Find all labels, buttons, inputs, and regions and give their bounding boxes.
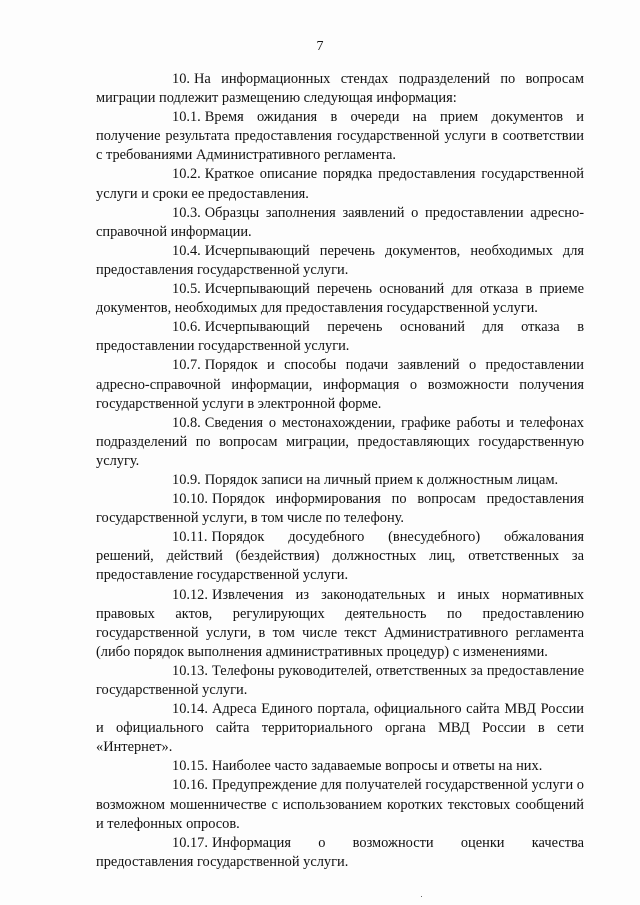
paragraph-10-16: [96, 776, 584, 833]
item-text: Порядок и способы подачи заявлений о предоставлении адресно-справочной информации, информация о возможности получения государственной услуги в электронной форме.: [96, 357, 584, 412]
item-text: Информация о возможности оценки качества предоставления государственной услуги.: [96, 834, 584, 870]
item-text: Время ожидания в очереди на прием документов и получение результата предоставления государственной услуги в соответствии с требованиями Административного регламента.: [96, 109, 584, 164]
paragraph-10-12: [96, 586, 584, 662]
paragraph-10-6: [96, 318, 584, 356]
page-number: 7: [316, 39, 324, 54]
item-number: 10.: [172, 71, 190, 87]
item-text: Наиболее часто задаваемые вопросы и ответы на них.: [211, 758, 543, 775]
item-number: 10.13.: [172, 662, 208, 679]
paragraph-10-8: [96, 414, 584, 471]
item-text: Исчерпывающий перечень оснований для отказа в приеме документов, необходимых для предоставления государственной услуги.: [96, 281, 584, 317]
item-number: 10.6.: [172, 319, 201, 336]
paragraph-10-5: [96, 280, 584, 318]
item-number: 10.17.: [172, 834, 208, 851]
paragraph-10-14: [96, 700, 584, 757]
item-number: 10.3.: [172, 204, 201, 221]
paragraph-10: [96, 70, 584, 108]
item-text: Образцы заполнения заявлений о предоставлении адресно-справочной информации.: [96, 204, 584, 240]
item-number: 10.12.: [172, 586, 208, 603]
paragraph-10-13: [96, 662, 584, 700]
paragraph-10-2: [96, 165, 584, 203]
paragraph-10-10: [96, 490, 584, 528]
item-number: 10.7.: [172, 357, 201, 374]
item-number: 10.15.: [172, 758, 208, 775]
item-text: Краткое описание порядка предоставления государственной услуги и сроки ее предоставления.: [96, 166, 584, 202]
paragraph-10-17: [96, 834, 584, 872]
page-body: [96, 70, 584, 872]
paragraph-10-15: [96, 757, 584, 776]
item-number: 10.4.: [172, 242, 201, 259]
item-text: Порядок досудебного (внесудебного) обжалования решений, действий (бездействия) должностных лиц, ответственных за предоставление государственной услуги.: [96, 529, 584, 584]
item-text: Предупреждение для получателей государственной услуги о возможном мошенничестве с использованием коротких текстовых сообщений и телефонных опросов.: [96, 777, 584, 832]
item-text: На информационных стендах подразделений по вопросам миграции подлежит размещению следующая информация:: [96, 71, 584, 107]
item-text: Извлечения из законодательных и иных нормативных правовых актов, регулирующих деятельность по предоставлению государственной услуги, в том числе текст Административного регламента (либо порядок выполнения административных процедур) с изменениями.: [96, 586, 584, 660]
item-number: 10.8.: [172, 414, 201, 431]
item-text: Исчерпывающий перечень документов, необходимых для предоставления государственной услуги.: [96, 242, 584, 278]
item-text: Порядок записи на личный прием к должностным лицам.: [204, 471, 559, 488]
item-number: 10.1.: [172, 109, 201, 126]
paragraph-10-9: [96, 471, 584, 490]
item-text: Телефоны руководителей, ответственных за предоставление государственной услуги.: [96, 662, 584, 698]
item-text: Сведения о местонахождении, графике работы и телефонах подразделений по вопросам миграции, предоставляющих государственную услугу.: [96, 414, 584, 469]
item-number: 10.2.: [172, 166, 201, 183]
item-number: 10.9.: [172, 471, 201, 488]
scan-speck: [421, 896, 422, 897]
paragraph-10-3: [96, 204, 584, 242]
paragraph-10-11: [96, 528, 584, 585]
item-number: 10.16.: [172, 777, 208, 794]
item-number: 10.11.: [172, 529, 208, 546]
item-text: Адреса Единого портала, официального сайта МВД России и официального сайта территориального органа МВД России в сети «Интернет».: [96, 701, 584, 756]
item-number: 10.14.: [172, 701, 208, 718]
item-number: 10.5.: [172, 281, 201, 298]
paragraph-10-7: [96, 356, 584, 413]
item-number: 10.10.: [172, 491, 208, 508]
item-text: Порядок информирования по вопросам предоставления государственной услуги, в том числе по телефону.: [96, 491, 584, 527]
item-text: Исчерпывающий перечень оснований для отказа в предоставлении государственной услуги.: [96, 319, 584, 355]
paragraph-10-1: [96, 108, 584, 165]
paragraph-10-4: [96, 242, 584, 280]
